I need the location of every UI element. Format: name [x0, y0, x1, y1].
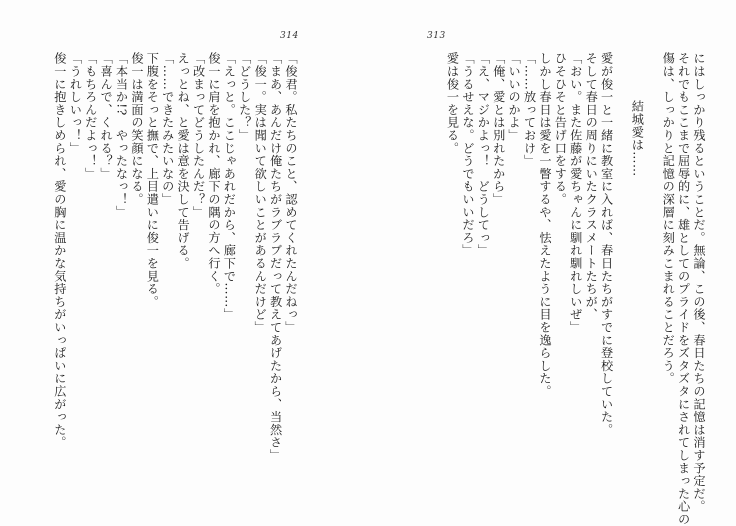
- text-line: えっとね、と愛は意を決して告げる。: [176, 52, 191, 270]
- text-line: 下腹をそっと撫で、上目遣いに俊一を見る。: [145, 52, 160, 308]
- text-line: 「もちろんだよっ！」: [83, 52, 98, 180]
- text-line: 「えっと。ここじゃあれだから、廊下で……」: [222, 52, 237, 321]
- text-line: 俊一に抱きしめられ、愛の胸に温かな気持ちがいっぱいに広がった。: [52, 52, 67, 449]
- text-line: 俊一は満面の笑顔になる。: [129, 52, 144, 206]
- text-line: 「俺、愛とは別れたから」: [491, 52, 506, 206]
- text-line: 「まあ、あんだけ俺たちがラブラブだって教えてあげたから、当然さ」: [268, 52, 283, 462]
- right-page-body: [444, 52, 706, 526]
- text-line: 愛が俊一と一緒に教室に入れば、春日たちがすでに登校していた。: [599, 52, 614, 436]
- right-page-number: 313: [427, 31, 446, 41]
- right-page: [368, 0, 736, 526]
- text-line: 「うるせえな。どうでもいいだろ」: [460, 52, 475, 257]
- text-line: それでもここまで屈辱的に、雄としてのプライドをズタズタにされてしまった心の: [676, 52, 691, 526]
- text-line: 「改まってどうしたんだ？」: [191, 52, 206, 219]
- text-line: 「おい。また佐藤が愛ちゃんに馴れ馴れしいぜ」: [568, 52, 583, 334]
- text-line: 「喜んで、くれる？」: [99, 52, 114, 180]
- blank-line: [644, 52, 659, 472]
- text-line: 愛は俊一を見る。: [445, 52, 460, 155]
- text-line: にはしっかり残るということだ。無論、この後、春日たちの記憶は消す予定だ。: [692, 52, 706, 513]
- text-line: 「……放っておけ」: [522, 52, 537, 168]
- text-line: 「うれしいっ！」: [68, 52, 83, 155]
- text-line: 俊一に肩を抱かれ、廊下の隅の方へ行く。: [206, 52, 221, 296]
- text-line: 「俊君。私たちのこと、認めてくれたんだねっ」: [284, 52, 298, 334]
- text-line: 「……できたみたいなの」: [160, 52, 175, 206]
- text-line: 「俊一。実は聞いて欲しいことがあるんだけど」: [253, 52, 268, 334]
- blank-line: [614, 52, 629, 472]
- text-line: 「いいのかよ」: [507, 52, 522, 142]
- text-line: 「え、マジかよっ！ どうしてっ」: [476, 52, 491, 257]
- left-page-number: 314: [280, 31, 299, 41]
- section-heading: 結城愛は……: [630, 100, 645, 177]
- text-line: 「どうした？」: [237, 52, 252, 142]
- text-line: そして春日の周りにいたクラスメートたちが、: [584, 52, 599, 321]
- text-line: ひそひそと告げ口をする。: [553, 52, 568, 206]
- text-line: 「本当か!? やったなっ！」: [114, 52, 129, 219]
- text-line: しかし春日は愛を一瞥するや、怯えたように目を逸らした。: [537, 52, 552, 398]
- text-line: 傷は、しっかりと記憶の深層に刻みこまれることだろう。: [661, 52, 676, 385]
- left-page-body: [52, 52, 299, 472]
